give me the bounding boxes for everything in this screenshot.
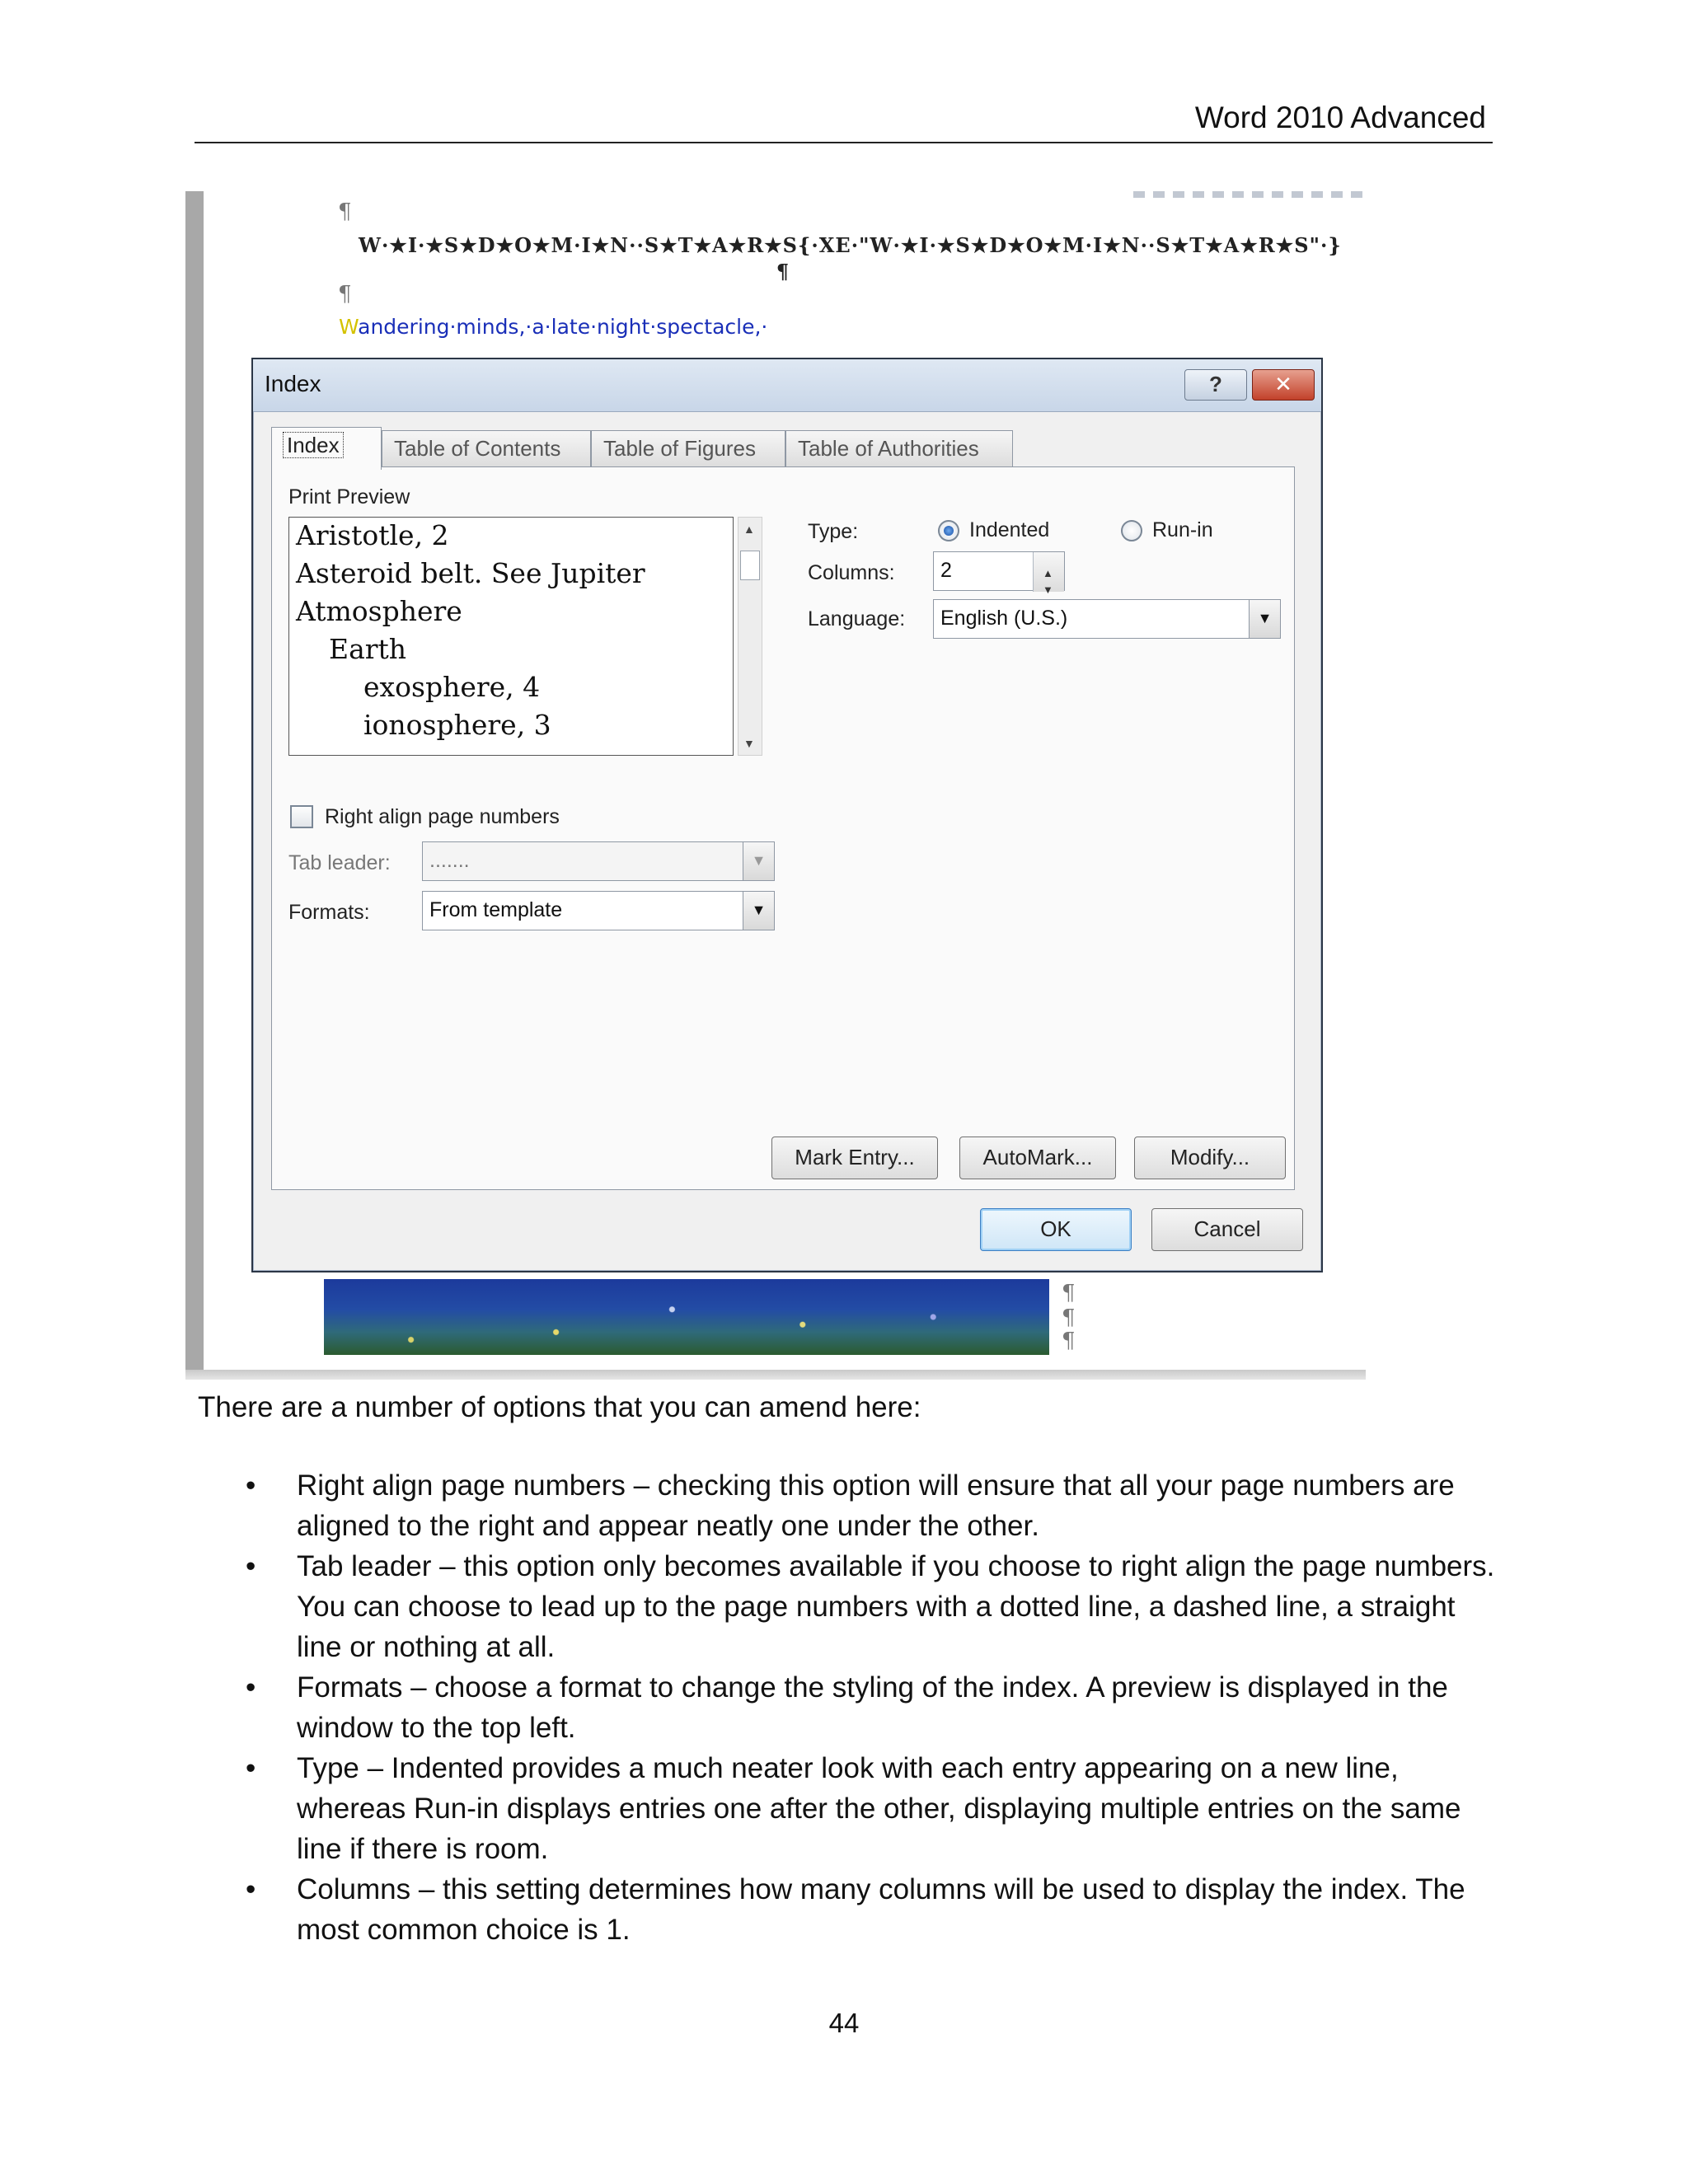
language-label: Language: [808,607,906,630]
pilcrow-mark: ¶ [1062,1281,1076,1305]
index-dialog [251,358,1323,1272]
chevron-down-icon[interactable]: ▼ [743,842,774,880]
run-in-label: Run-in [1152,518,1213,541]
list-item: • Formats – choose a format to change the styling of the index. A preview is displayed in the window to the top left. [198,1667,1500,1748]
ok-button[interactable]: OK [980,1208,1132,1251]
pilcrow-mark: ¶ [338,282,352,307]
tab-table-of-contents[interactable]: Table of Contents [382,430,591,468]
run-in-radio[interactable] [1121,520,1142,541]
print-preview-box [288,517,734,756]
indented-radio[interactable] [938,520,959,541]
columns-spin-buttons[interactable] [1033,552,1064,596]
columns-label: Columns: [808,561,895,584]
options-list [198,1465,1500,1950]
spin-up-icon[interactable]: ▲ [1043,567,1053,579]
indented-label: Indented [969,518,1050,541]
scroll-down-icon[interactable]: ▼ [743,737,755,750]
preview-entry: Earth [329,633,407,665]
pilcrow-mark: ¶ [1062,1329,1076,1353]
list-item: • Type – Indented provides a much neater look with each entry appearing on a new line, whereas Run-in displays entries one after the other, displaying multiple entries on the same line if there is room. [198,1748,1500,1869]
formats-select[interactable] [422,891,775,930]
preview-scrollbar[interactable] [738,517,762,756]
columns-stepper[interactable] [933,551,1065,596]
type-label: Type: [808,520,859,543]
columns-value: 2 [940,559,952,582]
close-button[interactable]: ✕ [1252,369,1315,401]
print-preview-label: Print Preview [288,485,410,509]
preview-entry: exosphere, 4 [363,671,541,703]
spin-down-icon[interactable]: ▼ [1043,583,1053,596]
right-align-label: Right align page numbers [325,805,560,828]
scroll-up-icon[interactable]: ▲ [743,523,755,536]
document-body-line [339,315,767,339]
background-image-meadow [324,1279,1049,1355]
list-item: • Columns – this setting determines how many columns will be used to display the index. The most common choice is 1. [198,1869,1500,1950]
body-line-text: andering·minds,·a·late·night·spectacle,· [358,315,768,339]
language-value: English (U.S.) [940,607,1068,630]
page-header [195,97,1493,143]
preview-entry: Atmosphere [296,595,462,627]
tab-table-of-authorities[interactable]: Table of Authorities [785,430,1013,468]
page-number: 44 [828,2008,860,2038]
pilcrow-mark: ¶ [338,199,352,224]
list-item: • Right align page numbers – checking this option will ensure that all your page numbers are aligned to the right and appear neatly one under the other. [198,1465,1500,1546]
dialog-screenshot [185,191,1366,1382]
index-tab-panel [271,466,1295,1190]
index-entry-field: W·★I·★S★D★O★M·I★N··S★T★A★R★S{·XE·"W·★I·★S★D★O★M·I★N··S★T★A★R★S"·}¶ [359,233,1342,284]
dialog-titlebar [253,359,1321,412]
tab-leader-label: Tab leader: [288,851,391,874]
dialog-title: Index [265,371,321,396]
scroll-thumb[interactable] [740,551,760,580]
modify-button[interactable]: Modify... [1134,1137,1286,1179]
intro-paragraph: There are a number of options that you can amend here: [198,1391,921,1423]
mark-entry-button[interactable]: Mark Entry... [771,1137,938,1179]
document-margin-rule [185,191,204,1370]
tab-table-of-figures[interactable]: Table of Figures [591,430,785,468]
preview-entry: Asteroid belt. See Jupiter [296,557,645,589]
formats-label: Formats: [288,901,370,924]
chevron-down-icon[interactable]: ▼ [743,892,774,930]
preview-entry: Aristotle, 2 [296,519,449,551]
tab-index[interactable]: Index [271,427,382,470]
help-button[interactable]: ? [1184,369,1247,401]
tab-leader-select[interactable] [422,841,775,881]
automark-button[interactable]: AutoMark... [959,1137,1116,1179]
cancel-button[interactable]: Cancel [1151,1208,1303,1251]
right-align-checkbox[interactable] [290,805,313,828]
body-line-first-letter: W [339,315,359,339]
pilcrow-mark: ¶ [1062,1305,1076,1330]
language-select[interactable] [933,599,1281,639]
header-title: Word 2010 Advanced [1194,101,1486,134]
formats-value: From template [429,898,563,921]
tab-leader-value: ....... [429,849,470,872]
list-item: • Tab leader – this option only becomes available if you choose to right align the page numbers. You can choose to lead up to the page numbers with a dotted line, a dashed line, a straight line or nothing at all. [198,1546,1500,1667]
chevron-down-icon[interactable]: ▼ [1249,600,1280,638]
ruler-fragment [1133,191,1366,198]
preview-entry: ionosphere, 3 [363,709,551,741]
figure-bottom-rule [185,1370,1366,1380]
